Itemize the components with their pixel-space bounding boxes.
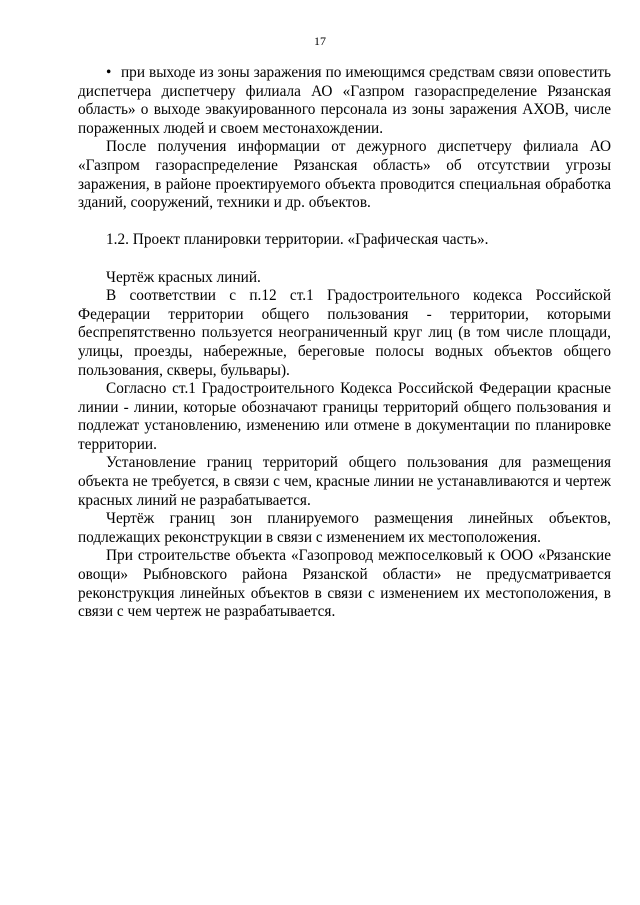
document-body	[78, 64, 611, 622]
paragraph-no-boundaries: Установление границ территорий общего пользования для размещения объекта не требуется, в связи с чем, красные линии не устанавливаются и чертеж красных линий не разрабатывается.	[78, 454, 611, 509]
paragraph-linear-objects-zones: Чертёж границ зон планируемого размещения линейных объектов, подлежащих реконструкции в связи с изменением их местоположения.	[78, 510, 611, 546]
bullet-paragraph	[78, 64, 611, 138]
spacer	[78, 250, 611, 269]
paragraph-red-lines-definition: Согласно ст.1 Градостроительного Кодекса Российской Федерации красные линии - линии, которые обозначают границы территорий общего пользования и подлежат установлению, изменению или отмене в документации по планировке территории.	[78, 380, 611, 453]
paragraph-construction-object: При строительстве объекта «Газопровод межпоселковый к ООО «Рязанские овощи» Рыбновского района Рязанской области» не предусматривается реконструкция линейных объектов в связи с изменением их местоположения, в связи с чем чертеж не разрабатывается.	[78, 547, 611, 621]
bullet-icon: •	[106, 64, 112, 81]
section-heading: 1.2. Проект планировки территории. «Графическая часть».	[106, 231, 489, 249]
page-number: 17	[314, 34, 326, 48]
spacer	[78, 213, 611, 232]
subheading-red-lines: Чертёж красных линий.	[106, 268, 261, 286]
bullet-paragraph-text: при выходе из зоны заражения по имеющимся средствам связи оповестить диспетчера диспетчеру филиала АО «Газпром газораспределение Рязанская область» о выходе эвакуированного персонала из зоны заражения АХОВ, числе пораженных людей и своем местонахождении.	[78, 64, 611, 137]
paragraph-public-territories: В соответствии с п.12 ст.1 Градостроительного кодекса Российской Федерации территории общего пользования - территории, которыми беспрепятственно пользуется неограниченный круг лиц (в том числе площади, улицы, проезды, набережные, береговые полосы водных объектов общего пользования, скверы, бульвары).	[78, 287, 611, 379]
paragraph-decontamination: После получения информации от дежурного диспетчеру филиала АО «Газпром газораспределение Рязанская область» об отсутствии угрозы заражения, в районе проектируемого объекта проводится специальная обработка зданий, сооружений, техники и др. объектов.	[78, 138, 611, 212]
